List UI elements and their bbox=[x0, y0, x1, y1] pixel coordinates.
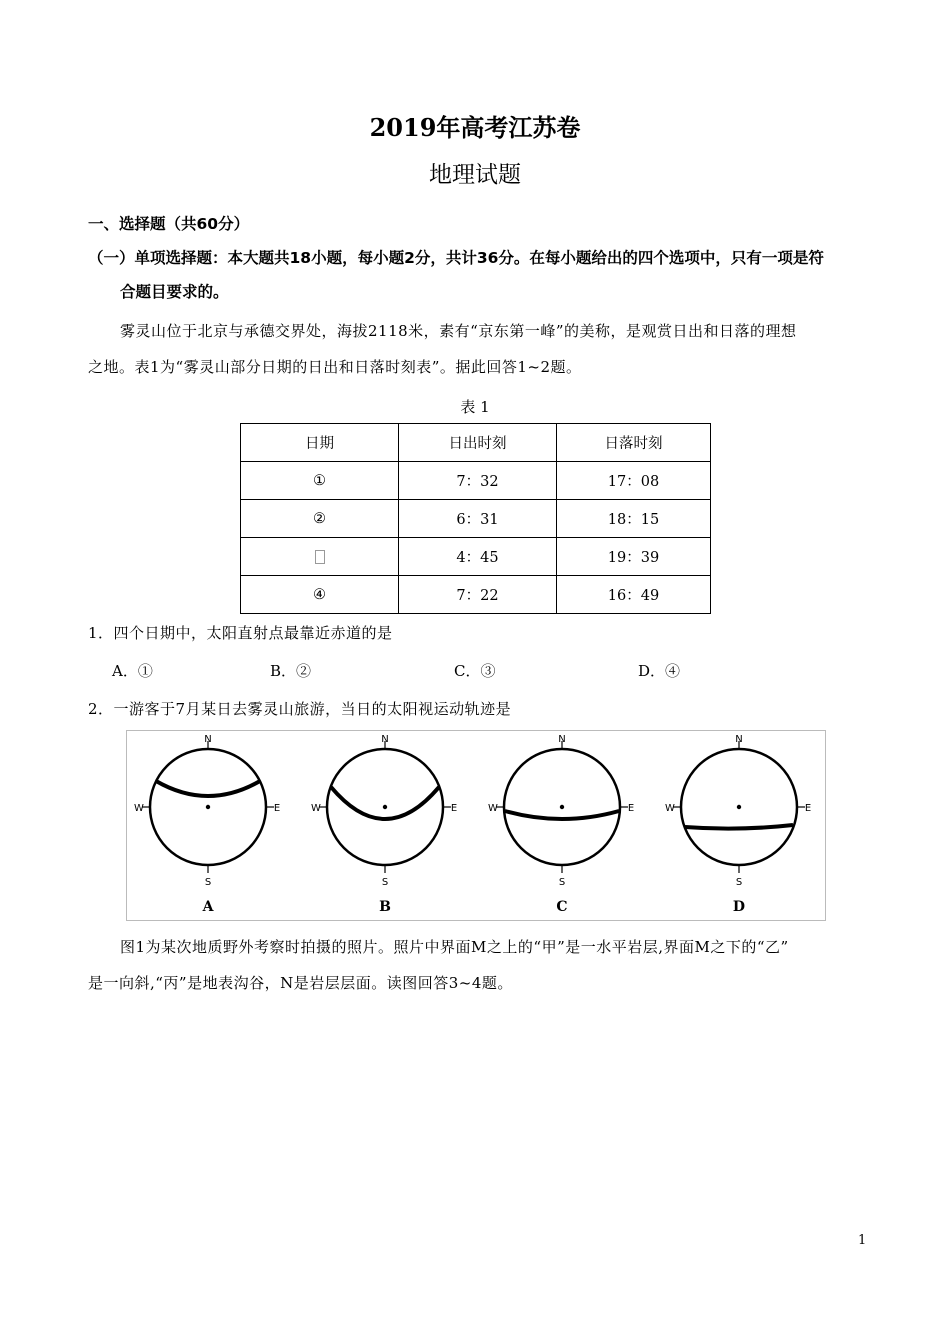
table-cell: 17：08 bbox=[557, 462, 711, 500]
section-instructions-line1: （一）单项选择题：本大题共18小题，每小题2分，共计36分。在每小题给出的四个选项中，只有一项是符 bbox=[88, 249, 824, 267]
dir-s-label: S bbox=[558, 877, 566, 888]
table-header-cell: 日落时刻 bbox=[557, 424, 711, 462]
dir-w-label: W bbox=[134, 803, 144, 814]
dir-n-label: N bbox=[735, 734, 743, 745]
panel-label-d: D bbox=[732, 899, 746, 915]
panel-label-c: C bbox=[556, 899, 568, 915]
dir-s-label: S bbox=[204, 877, 212, 888]
table-cell: 7：32 bbox=[399, 462, 557, 500]
sun-path-diagrams bbox=[127, 731, 825, 920]
dir-n-label: N bbox=[381, 734, 389, 745]
exam-subtitle: 地理试题 bbox=[429, 162, 521, 188]
table-cell: 7：22 bbox=[399, 576, 557, 614]
passage1-line2: 之地。表1为“雾灵山部分日期的日出和日落时刻表”。据此回答1~2题。 bbox=[88, 358, 582, 376]
passage2-line2: 是一向斜,“丙”是地表沟谷，N是岩层层面。读图回答3~4题。 bbox=[88, 974, 513, 992]
sun-path-panel-d bbox=[665, 734, 811, 915]
section-heading: 一、选择题（共60分） bbox=[88, 215, 250, 233]
page-number: 1 bbox=[858, 1233, 867, 1248]
dir-e-label: E bbox=[804, 803, 812, 814]
exam-title: 2019年高考江苏卷 bbox=[369, 113, 581, 142]
dir-n-label: N bbox=[204, 734, 212, 745]
dir-w-label: W bbox=[665, 803, 675, 814]
sun-path-panel-c bbox=[488, 734, 634, 915]
table-row bbox=[241, 500, 711, 538]
table-cell: 19：39 bbox=[557, 538, 711, 576]
table-cell: ④ bbox=[241, 576, 399, 614]
question-1-stem: 1．四个日期中，太阳直射点最靠近赤道的是 bbox=[88, 624, 393, 642]
table1-caption: 表 1 bbox=[460, 398, 490, 416]
table-row bbox=[241, 538, 711, 576]
table-row bbox=[241, 576, 711, 614]
table-cell: ② bbox=[241, 500, 399, 538]
dir-w-label: W bbox=[311, 803, 321, 814]
table-cell: 6：31 bbox=[399, 500, 557, 538]
table-cell: 16：49 bbox=[557, 576, 711, 614]
table-cell: 4：45 bbox=[399, 538, 557, 576]
dir-s-label: S bbox=[735, 877, 743, 888]
sun-path-figure bbox=[126, 730, 826, 921]
table-cell-missing-glyph bbox=[241, 538, 399, 576]
table-header-cell: 日期 bbox=[241, 424, 399, 462]
table-header-row bbox=[241, 424, 711, 462]
table-header-cell: 日出时刻 bbox=[399, 424, 557, 462]
table-cell: ① bbox=[241, 462, 399, 500]
dir-e-label: E bbox=[627, 803, 635, 814]
table-cell: 18：15 bbox=[557, 500, 711, 538]
q1-option-a: A．① bbox=[112, 662, 153, 680]
q1-option-c: C．③ bbox=[454, 662, 496, 680]
sun-path-panel-b bbox=[311, 734, 457, 915]
q1-option-d: D．④ bbox=[638, 662, 681, 680]
passage2-line1: 图1为某次地质野外考察时拍摄的照片。照片中界面M之上的“甲”是一水平岩层,界面M之下的“乙” bbox=[120, 938, 789, 956]
passage1-line1: 雾灵山位于北京与承德交界处，海拔2118米，素有“京东第一峰”的美称，是观赏日出和日落的理想 bbox=[120, 322, 797, 340]
missing-glyph-box bbox=[315, 550, 325, 564]
dir-s-label: S bbox=[381, 877, 389, 888]
panel-label-b: B bbox=[379, 899, 391, 915]
dir-n-label: N bbox=[558, 734, 566, 745]
sun-path-panel-a bbox=[134, 734, 280, 915]
panel-label-a: A bbox=[202, 899, 214, 915]
section-instructions-line2: 合题目要求的。 bbox=[120, 283, 229, 301]
sunrise-sunset-table bbox=[240, 423, 711, 614]
dir-e-label: E bbox=[450, 803, 458, 814]
table-row bbox=[241, 462, 711, 500]
dir-e-label: E bbox=[273, 803, 281, 814]
question-2-stem: 2．一游客于7月某日去雾灵山旅游，当日的太阳视运动轨迹是 bbox=[88, 700, 512, 718]
q1-option-b: B．② bbox=[270, 662, 312, 680]
dir-w-label: W bbox=[488, 803, 498, 814]
